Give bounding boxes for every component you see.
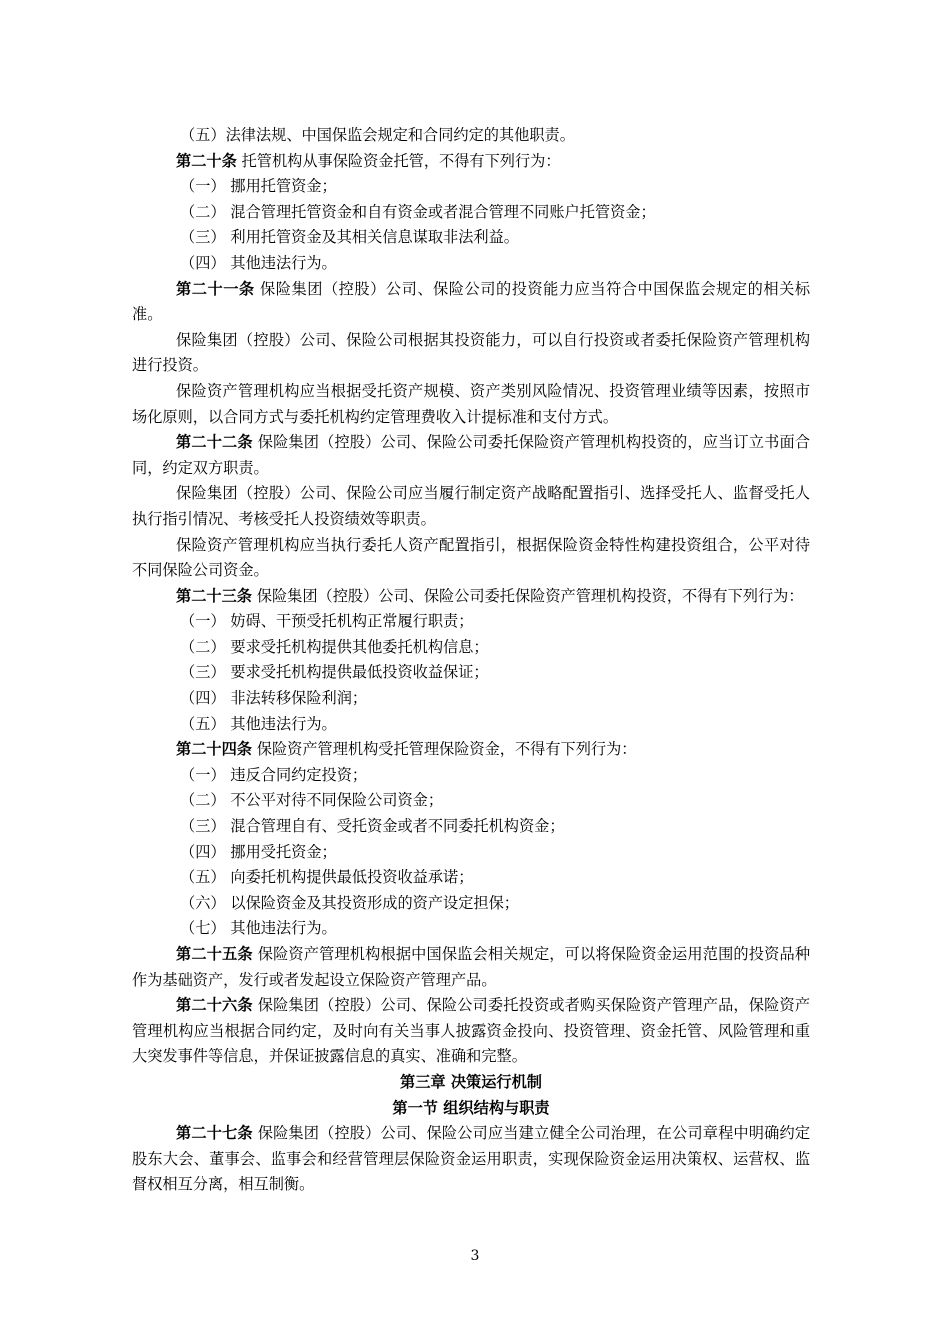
- article-paragraph: [132, 584, 810, 610]
- paragraph: 保险资产管理机构应当执行委托人资产配置指引，根据保险资金特性构建投资组合，公平对待不同保险公司资金。: [132, 535, 810, 580]
- paragraph: 保险集团（控股）公司、保险公司应当履行制定资产战略配置指引、选择受托人、监督受托人执行指引情况、考核受托人投资绩效等职责。: [132, 484, 810, 528]
- article-label: 第二十五条: [176, 945, 253, 963]
- list-item: （三） 利用托管资金及其相关信息谋取非法利益。: [180, 228, 519, 247]
- article-text: 保险集团（控股）公司、保险公司委托保险资产管理机构投资的，应当订立书面合同，约定双方职责。: [132, 433, 811, 477]
- article-label: 第二十四条: [176, 740, 252, 759]
- article-text: 保险资产管理机构受托管理保险资金，不得有下列行为：: [251, 740, 637, 759]
- article-paragraph: [132, 942, 810, 993]
- article-label: 第二十三条: [176, 586, 252, 605]
- article-paragraph: [132, 1121, 810, 1198]
- list-item: （五） 向委托机构提供最低投资收益承诺；: [180, 868, 474, 887]
- list-item: （五） 其他违法行为。: [180, 714, 337, 733]
- list-item: （四） 挪用受托资金；: [180, 842, 337, 861]
- list-item: （四） 非法转移保险利润；: [180, 689, 368, 708]
- article-label: 第二十条: [176, 151, 237, 170]
- section-heading: 第一节 组织结构与职责: [392, 1098, 550, 1117]
- list-item: （二） 要求受托机构提供其他委托机构信息；: [180, 637, 489, 656]
- article-paragraph: [132, 993, 810, 1070]
- list-item: （一） 挪用托管资金；: [180, 177, 337, 196]
- article-paragraph: [132, 430, 810, 481]
- article-text: 保险集团（控股）公司、保险公司的投资能力应当符合中国保监会规定的相关标准。: [132, 279, 811, 324]
- chapter-heading: 第三章 决策运行机制: [400, 1072, 542, 1091]
- paragraph: 保险资产管理机构应当根据受托资产规模、资产类别风险情况、投资管理业绩等因素，按照市场化原则，以合同方式与委托机构约定管理费收入计提标准和支付方式。: [132, 381, 810, 426]
- list-item: （五）法律法规、中国保监会规定和合同约定的其他职责。: [180, 126, 575, 144]
- article-text: 保险集团（控股）公司、保险公司应当建立健全公司治理，在公司章程中明确约定股东大会、董事会、监事会和经营管理层保险资金运用职责，实现保险资金运用决策权、运营权、监督权相互分离，相互制衡。: [132, 1124, 811, 1194]
- list-item: （一） 妨碍、干预受托机构正常履行职责；: [180, 612, 474, 631]
- article-paragraph: [132, 737, 810, 763]
- document-body: [132, 123, 810, 1198]
- list-item: （六） 以保险资金及其投资形成的资产设定担保；: [180, 893, 519, 912]
- list-item: （一） 违反合同约定投资；: [180, 765, 368, 784]
- article-label: 第二十二条: [176, 433, 253, 452]
- paragraph: 保险集团（控股）公司、保险公司根据其投资能力，可以自行投资或者委托保险资产管理机构进行投资。: [132, 330, 810, 375]
- list-item: （三） 要求受托机构提供最低投资收益保证；: [180, 663, 489, 682]
- list-item: （四） 其他违法行为。: [180, 253, 337, 272]
- list-item: （三） 混合管理自有、受托资金或者不同委托机构资金；: [180, 817, 565, 836]
- article-paragraph: [132, 277, 810, 328]
- article-label: 第二十六条: [176, 996, 253, 1015]
- article-label: 第二十七条: [176, 1124, 253, 1143]
- article-text: 保险资产管理机构根据中国保监会相关规定，可以将保险资金运用范围的投资品种作为基础资产，发行或者发起设立保险资产管理产品。: [132, 945, 811, 989]
- list-item: （二） 不公平对待不同保险公司资金；: [180, 791, 444, 810]
- article-text: 保险集团（控股）公司、保险公司委托保险资产管理机构投资，不得有下列行为：: [251, 586, 804, 605]
- list-item: （二） 混合管理托管资金和自有资金或者混合管理不同账户托管资金；: [180, 202, 656, 221]
- article-text: 保险集团（控股）公司、保险公司委托投资或者购买保险资产管理产品，保险资产管理机构应当根据合同约定，及时向有关当事人披露资金投向、投资管理、资金托管、风险管理和重大突发事件等信息，并保证披露信息的真实、准确和完整。: [132, 996, 811, 1066]
- page-number: 3: [470, 1248, 480, 1264]
- article-text: 托管机构从事保险资金托管，不得有下列行为：: [236, 151, 561, 170]
- list-item: （七） 其他违法行为。: [180, 919, 337, 938]
- article-paragraph: [132, 149, 810, 175]
- article-label: 第二十一条: [176, 279, 255, 298]
